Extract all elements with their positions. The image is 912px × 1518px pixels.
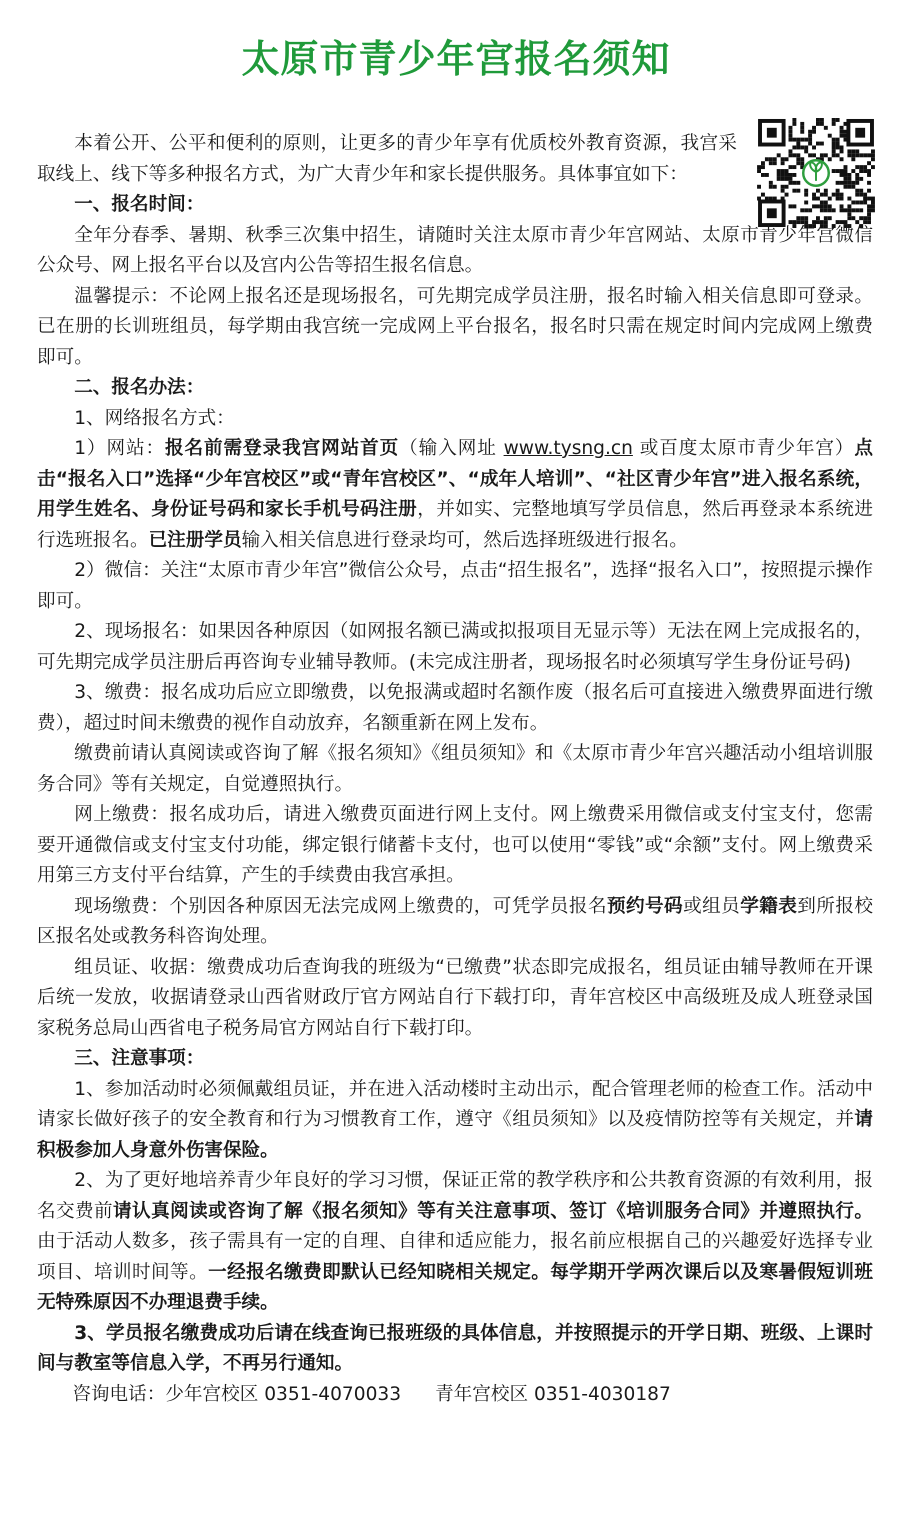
website-text-1: （输入网址 <box>399 438 504 459</box>
online-registration-heading: 1、网络报名方式： <box>74 407 235 429</box>
website-bold-3: 已注册学员 <box>148 529 242 551</box>
fee-read-paragraph: 缴费前请认真阅读或咨询了解《报名须知》《组员须知》和《太原市青少年宫兴趣活动小组培训服务合同》等有关规定，自觉遵照执行。 <box>37 743 873 795</box>
website-bold-1: 报名前需登录我宫网站首页 <box>165 438 400 459</box>
note-1 <box>37 1075 873 1167</box>
contact-2-phone[interactable]: 0351-4030187 <box>533 1383 671 1405</box>
fee-paragraph: 3、缴费：报名成功后应立即缴费，以免报满或超时名额作废（报名后可直接进入缴费界面进行缴费），超过时间未缴费的视作自动放弃，名额重新在网上发布。 <box>37 682 873 734</box>
note-1-text: 1、参加活动时必须佩戴组员证，并在进入活动楼时主动出示，配合管理老师的检查工作。活动中请家长做好孩子的安全教育和行为习惯教育工作，遵守《组员须知》以及疫情防控等有关规定，并 <box>37 1078 873 1130</box>
onsite-pay-bold-1: 预约号码 <box>606 895 684 917</box>
onsite-pay-text-2: 或组员 <box>683 895 741 917</box>
onsite-pay-text-3: 到所报校区报名处或教务科咨询处理。 <box>37 895 873 947</box>
contact-1-phone[interactable]: 0351-4070033 <box>264 1383 402 1405</box>
contact-line <box>37 1380 873 1411</box>
contact-1-name: 少年宫校区 <box>165 1383 259 1405</box>
note-2-text-1: 2、为了更好地培养青少年良好的学习习惯，保证正常的教学秩序和公共教育资源的有效利用，报名交费前 <box>37 1170 873 1222</box>
section-1-tip: 温馨提示：不论网上报名还是现场报名，可先期完成学员注册，报名时输入相关信息即可登录。已在册的长训班组员，每学期由我宫统一完成网上平台报名，报名时只需在规定时间内完成网上缴费即可。 <box>37 285 873 368</box>
wechat-registration: 2）微信：关注“太原市青少年宫”微信公众号，点击“招生报名”，选择“报名入口”，按照提示操作即可。 <box>37 560 873 612</box>
contact-label: 咨询电话： <box>72 1383 166 1405</box>
website-text-4: 输入相关信息进行登录均可，然后选择班级进行报名。 <box>241 529 688 551</box>
page-title: 太原市青少年宫报名须知 <box>241 37 671 81</box>
note-2-bold-1: 请认真阅读或咨询了解《报名须知》等有关注意事项、签订《培训服务合同》并遵照执行。 <box>113 1200 873 1222</box>
notice-body <box>37 129 873 1410</box>
note-2-bold-2: 一经报名缴费即默认已经知晓相关规定。每学期开学两次课后以及寒暑假短训班无特殊原因不办理退费手续。 <box>37 1261 873 1313</box>
website-text-2: 或百度太原市青少年宫） <box>632 438 855 459</box>
note-1-bold: 请积极参加人身意外伤害保险。 <box>37 1109 873 1161</box>
website-url-link[interactable]: www.tysng.cn <box>503 438 633 459</box>
onsite-payment-paragraph <box>37 892 873 953</box>
contact-2-name: 青年宫校区 <box>435 1383 529 1405</box>
onsite-pay-bold-2: 学籍表 <box>740 895 798 917</box>
onsite-registration: 2、现场报名：如果因各种原因（如网报名额已满或拟报项目无显示等）无法在网上完成报名的，可先期完成学员注册后再咨询专业辅导教师。(未完成注册者，现场报名时必须填写学生身份证号码) <box>37 621 873 673</box>
section-1-heading: 一、报名时间： <box>74 194 205 215</box>
note-2 <box>37 1166 873 1319</box>
website-lead: 1）网站： <box>74 438 165 459</box>
receipt-paragraph: 组员证、收据：缴费成功后查询我的班级为“已缴费”状态即完成报名，组员证由辅导教师在开课后统一发放，收据请登录山西省财政厅官方网站自行下载打印，青年宫校区中高级班及成人班登录国家税务总局山西省电子税务局官方网站自行下载打印。 <box>37 956 873 1039</box>
onsite-pay-text-1: 现场缴费：个别因各种原因无法完成网上缴费的，可凭学员报名 <box>74 895 607 917</box>
website-bold-2: 点击“报名入口”选择“少年宫校区”或“青年宫校区”、“成年人培训”、“社区青少年宫”进入报名系统，用学生姓名、身份证号码和家长手机号码注册 <box>37 438 873 520</box>
website-text-3: ，并如实、完整地填写学员信息，然后再登录本系统进行选班报名。 <box>37 499 873 551</box>
section-3-heading: 三、注意事项： <box>74 1048 205 1069</box>
website-registration <box>37 434 873 556</box>
note-3: 3、学员报名缴费成功后请在线查询已报班级的具体信息，并按照提示的开学日期、班级、上课时间与教室等信息入学，不再另行通知。 <box>37 1322 873 1374</box>
intro-paragraph: 本着公开、公平和便利的原则，让更多的青少年享有优质校外教育资源，我宫采取线上、线下等多种报名方式，为广大青少年和家长提供服务。具体事宜如下： <box>37 133 737 185</box>
section-1-paragraph-1: 全年分春季、暑期、秋季三次集中招生，请随时关注太原市青少年宫网站、太原市青少年宫微信公众号、网上报名平台以及宫内公告等招生报名信息。 <box>37 224 873 276</box>
section-2-heading: 二、报名办法： <box>74 377 205 398</box>
note-2-text-2: 由于活动人数多，孩子需具有一定的自理、自律和适应能力，报名前应根据自己的兴趣爱好选择专业项目、培训时间等。 <box>37 1231 873 1283</box>
online-payment-paragraph: 网上缴费：报名成功后，请进入缴费页面进行网上支付。网上缴费采用微信或支付宝支付，您需要开通微信或支付宝支付功能，绑定银行储蓄卡支付，也可以使用“零钱”或“余额”支付。网上缴费采用第三方支付平台结算，产生的手续费由我宫承担。 <box>37 804 873 886</box>
